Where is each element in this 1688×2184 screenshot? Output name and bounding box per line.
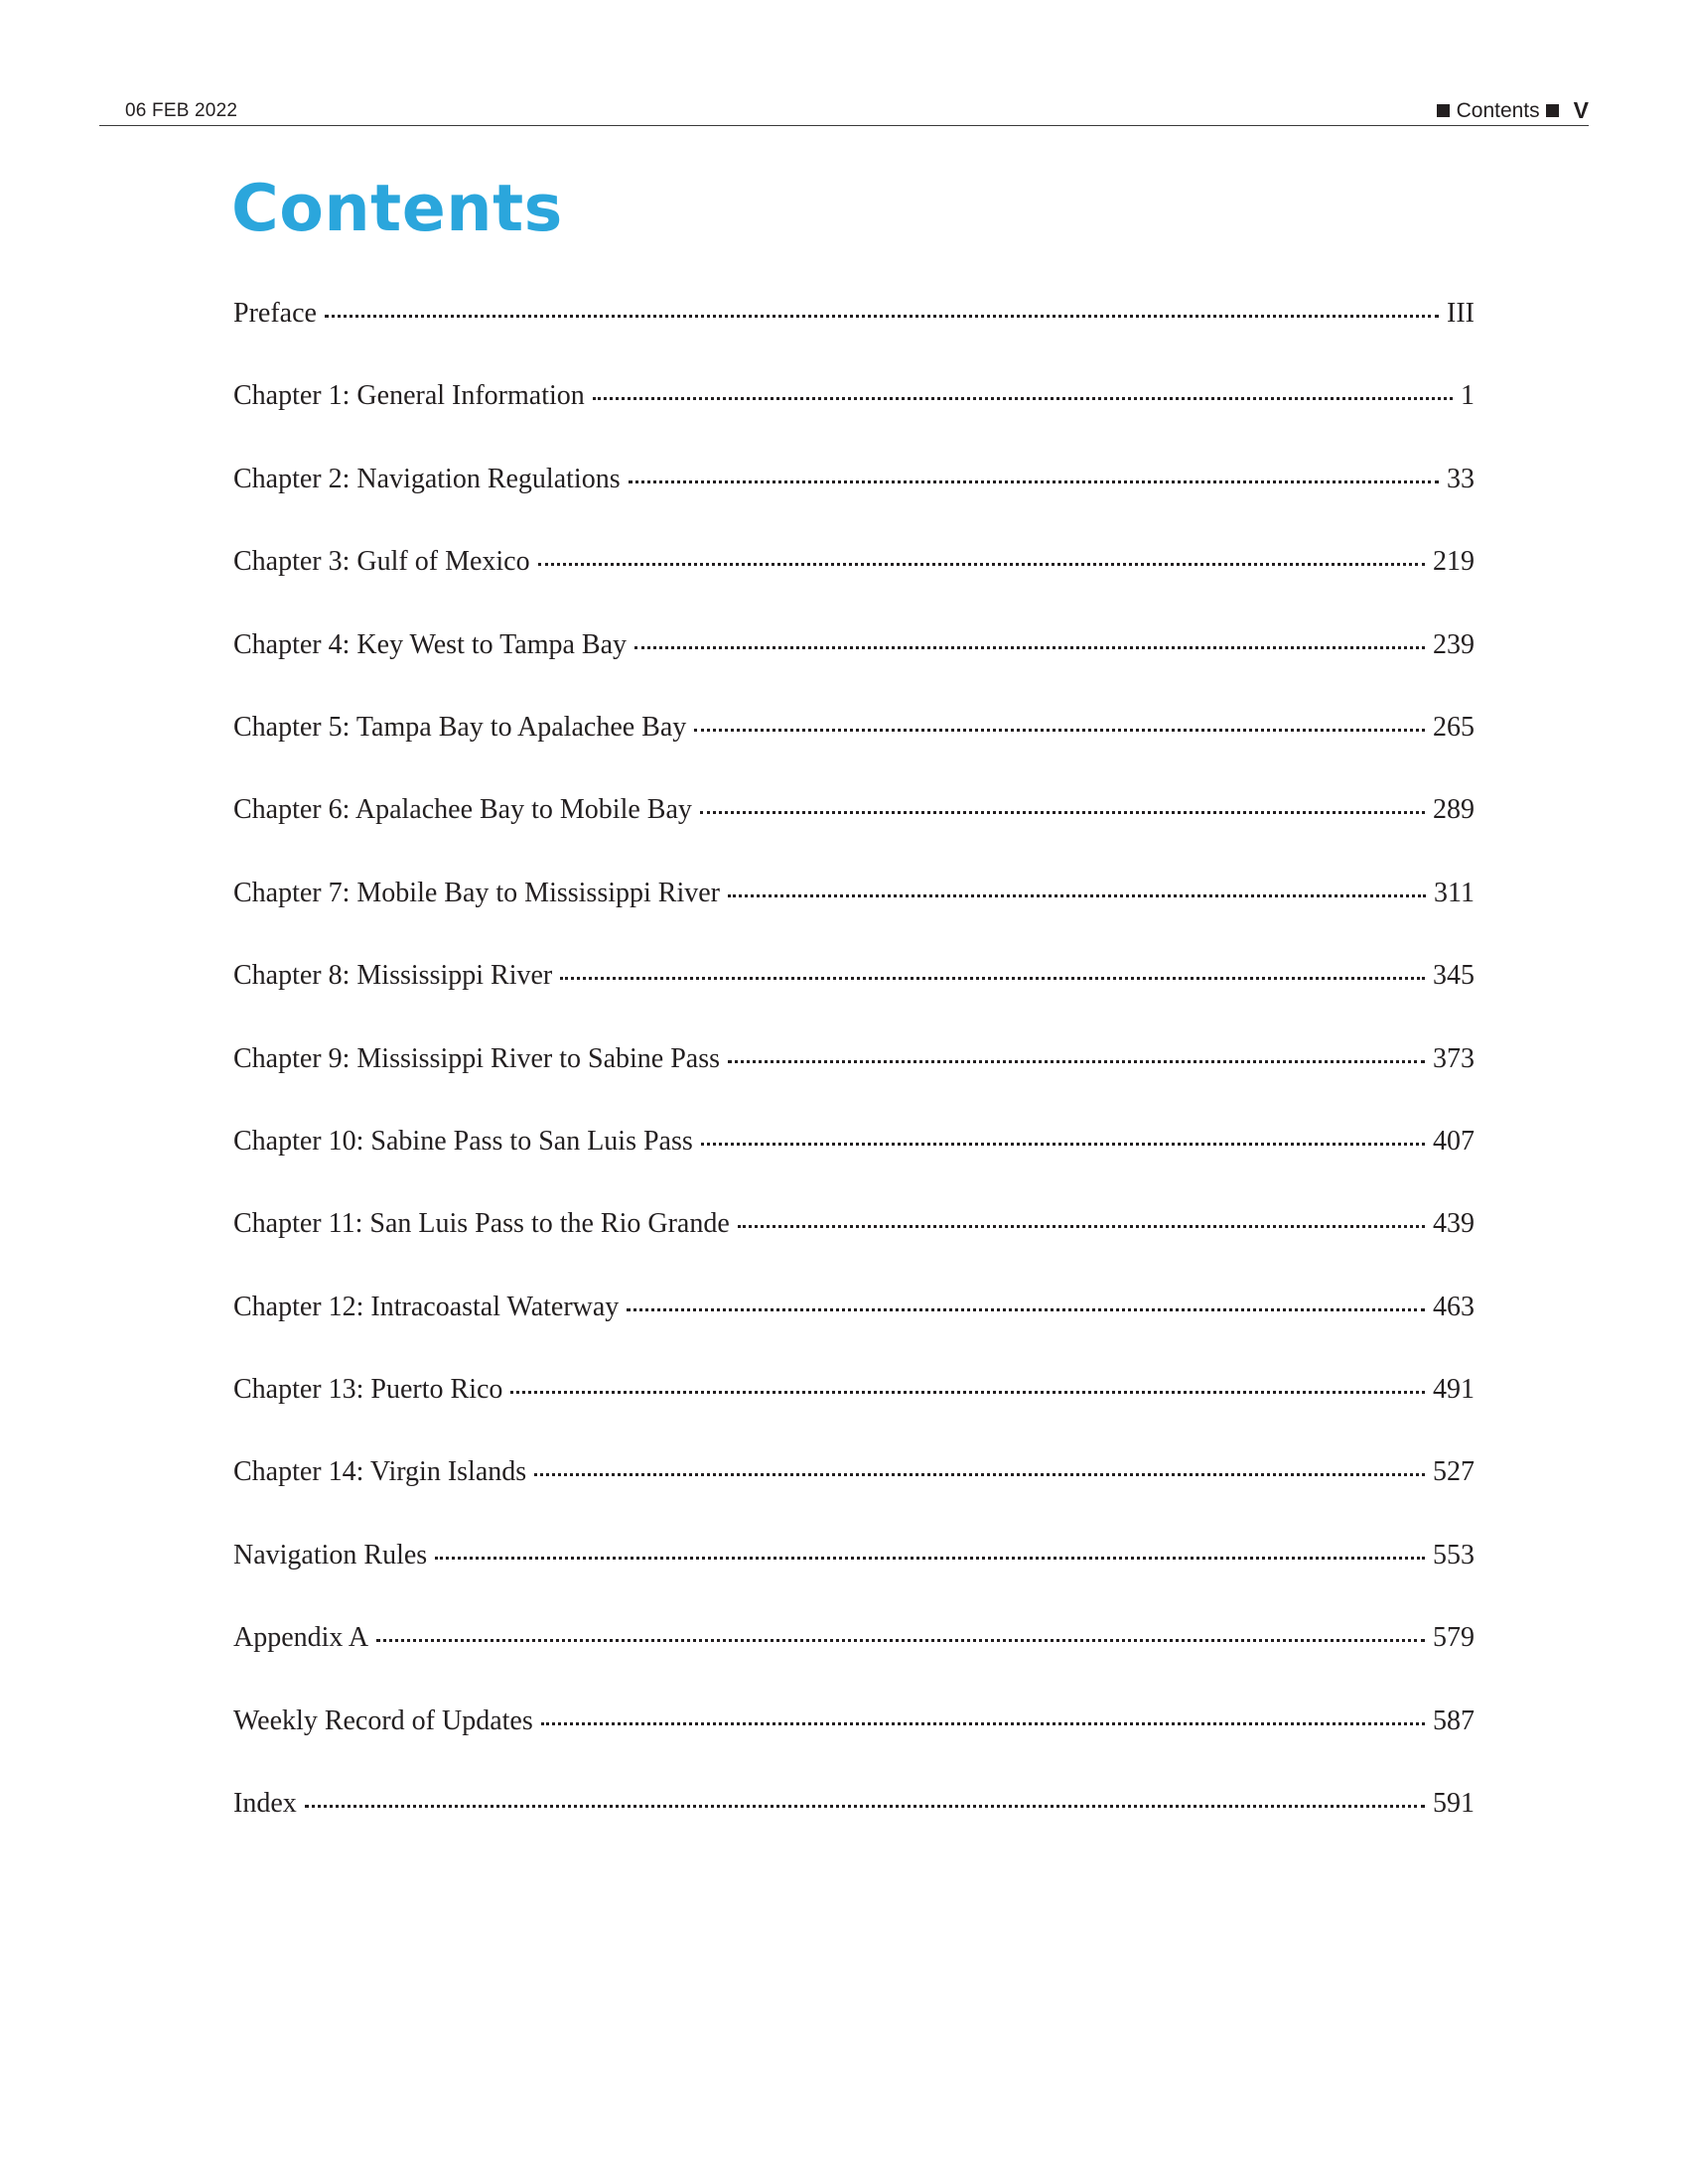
- toc-entry-label: Chapter 6: Apalachee Bay to Mobile Bay: [233, 794, 692, 826]
- toc-entry[interactable]: [233, 546, 1475, 628]
- dot-leader: [593, 397, 1453, 400]
- toc-entry[interactable]: [233, 464, 1475, 546]
- dot-leader: [701, 1143, 1425, 1146]
- toc-entry-label: Chapter 11: San Luis Pass to the Rio Grande: [233, 1208, 730, 1240]
- toc-entry-page-number: 265: [1433, 711, 1475, 743]
- toc-entry-page-number: 289: [1433, 794, 1475, 826]
- toc-entry[interactable]: [233, 960, 1475, 1042]
- toc-entry[interactable]: [233, 1126, 1475, 1208]
- toc-entry-label: Chapter 14: Virgin Islands: [233, 1456, 527, 1488]
- toc-entry-page-number: 491: [1433, 1374, 1475, 1406]
- dot-leader: [627, 1308, 1425, 1311]
- header-page-number: V: [1573, 97, 1589, 123]
- toc-entry-label: Navigation Rules: [233, 1539, 428, 1570]
- toc-entry[interactable]: [233, 1456, 1475, 1539]
- toc-entry[interactable]: [233, 1208, 1475, 1291]
- toc-entry[interactable]: [233, 298, 1475, 380]
- toc-entry[interactable]: [233, 1540, 1475, 1622]
- header-date: 06 FEB 2022: [125, 100, 238, 121]
- toc-entry-page-number: III: [1447, 298, 1475, 329]
- toc-entry-label: Chapter 2: Navigation Regulations: [233, 463, 621, 494]
- toc-entry-label: Chapter 5: Tampa Bay to Apalachee Bay: [233, 711, 687, 743]
- toc-entry-page-number: 373: [1433, 1042, 1475, 1074]
- square-bullet-icon: [1437, 104, 1450, 117]
- toc-entry[interactable]: [233, 1374, 1475, 1456]
- toc-entry[interactable]: [233, 1622, 1475, 1705]
- dot-leader: [738, 1225, 1425, 1228]
- toc-entry-label: Chapter 7: Mobile Bay to Mississippi River: [233, 877, 720, 908]
- toc-entry-page-number: 239: [1433, 628, 1475, 660]
- toc-entry-page-number: 587: [1433, 1705, 1475, 1736]
- toc-entry[interactable]: [233, 380, 1475, 463]
- toc-entry-label: Chapter 13: Puerto Rico: [233, 1374, 503, 1406]
- dot-leader: [325, 315, 1439, 318]
- toc-entry[interactable]: [233, 1706, 1475, 1788]
- dot-leader: [376, 1639, 1425, 1642]
- toc-entry-page-number: 579: [1433, 1622, 1475, 1654]
- dot-leader: [634, 646, 1425, 649]
- toc-entry[interactable]: [233, 1043, 1475, 1126]
- dot-leader: [305, 1805, 1425, 1808]
- toc-entry-label: Index: [233, 1788, 297, 1820]
- dot-leader: [728, 894, 1426, 897]
- toc-entry-page-number: 219: [1433, 546, 1475, 578]
- toc-entry-label: Weekly Record of Updates: [233, 1705, 533, 1736]
- dot-leader: [700, 811, 1425, 814]
- running-header: [99, 95, 1589, 126]
- toc-entry-label: Chapter 10: Sabine Pass to San Luis Pass: [233, 1125, 693, 1157]
- square-bullet-icon: [1546, 104, 1559, 117]
- dot-leader: [435, 1557, 1425, 1560]
- toc-entry[interactable]: [233, 629, 1475, 712]
- toc-entry-label: Chapter 8: Mississippi River: [233, 960, 553, 992]
- dot-leader: [510, 1391, 1425, 1394]
- header-section-marker: [1437, 97, 1589, 124]
- table-of-contents: [233, 298, 1475, 1870]
- toc-entry-label: Chapter 12: Intracoastal Waterway: [233, 1291, 620, 1322]
- dot-leader: [728, 1060, 1425, 1063]
- page-title: Contents: [231, 172, 563, 246]
- toc-entry-page-number: 407: [1433, 1125, 1475, 1157]
- toc-entry-label: Preface: [233, 298, 317, 329]
- dot-leader: [534, 1473, 1425, 1476]
- toc-entry-page-number: 527: [1433, 1456, 1475, 1488]
- toc-entry-label: Chapter 3: Gulf of Mexico: [233, 546, 530, 578]
- dot-leader: [629, 480, 1439, 483]
- dot-leader: [538, 563, 1425, 566]
- toc-entry-page-number: 1: [1461, 380, 1475, 412]
- toc-entry-page-number: 311: [1434, 877, 1475, 908]
- toc-entry-label: Appendix A: [233, 1622, 369, 1654]
- toc-entry-label: Chapter 9: Mississippi River to Sabine Pass: [233, 1042, 720, 1074]
- dot-leader: [694, 729, 1425, 732]
- toc-entry-page-number: 439: [1433, 1208, 1475, 1240]
- toc-entry-page-number: 345: [1433, 960, 1475, 992]
- toc-entry-label: Chapter 4: Key West to Tampa Bay: [233, 628, 628, 660]
- toc-entry-label: Chapter 1: General Information: [233, 380, 585, 412]
- toc-entry[interactable]: [233, 712, 1475, 794]
- toc-entry[interactable]: [233, 1788, 1475, 1870]
- toc-entry[interactable]: [233, 794, 1475, 877]
- toc-entry[interactable]: [233, 1292, 1475, 1374]
- toc-entry-page-number: 463: [1433, 1291, 1475, 1322]
- toc-entry-page-number: 591: [1433, 1788, 1475, 1820]
- header-section-title: Contents: [1456, 98, 1540, 122]
- toc-entry-page-number: 553: [1433, 1539, 1475, 1570]
- toc-entry-page-number: 33: [1447, 463, 1475, 494]
- dot-leader: [560, 977, 1425, 980]
- dot-leader: [541, 1722, 1425, 1725]
- toc-entry[interactable]: [233, 878, 1475, 960]
